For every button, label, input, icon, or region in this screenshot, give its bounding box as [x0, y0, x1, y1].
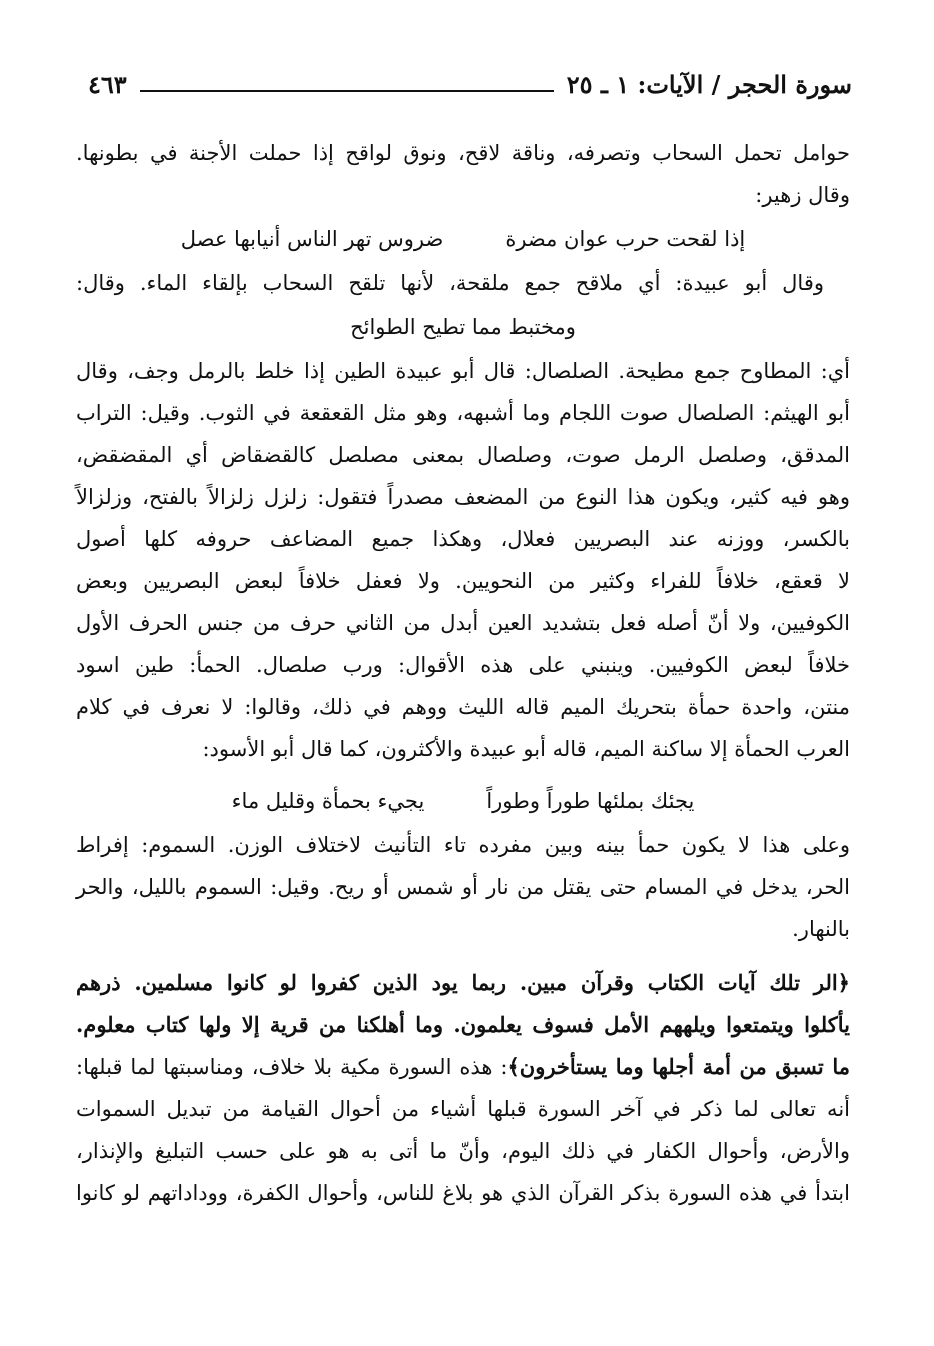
text-line: وقال زهير:	[755, 183, 850, 207]
text-line	[76, 1046, 850, 1088]
page-body	[76, 132, 850, 1214]
text-line: خلافاً لبعض الكوفيين. وينبني على هذه الأقوال: ورب صلصال. الحمأ: طين اسود	[76, 653, 850, 677]
text-line: والأرض، وأحوال الكفار في ذلك اليوم، وأنّ ما أتى به هو على حسب التبليغ والإنذار،	[76, 1139, 850, 1163]
text-line: أبو الهيثم: الصلصال صوت اللجام وما أشبهه، وهو مثل القعقعة في الثوب. وقيل: التراب	[76, 401, 850, 425]
quran-fragment: ما تسبق من أمة أجلها وما يستأخرون﴾	[507, 1054, 850, 1079]
text-line: العرب الحمأة إلا ساكنة الميم، قاله أبو عبيدة والأكثرون، كما قال أبو الأسود:	[202, 737, 850, 761]
verse-hemistich: إذا لقحت حرب عوان مضرة	[505, 227, 746, 251]
quran-line: يأكلوا ويتمتعوا ويلههم الأمل فسوف يعلمون. وما أهلكنا من قرية إلا ولها كتاب معلوم.	[76, 1012, 850, 1037]
poetry-verse	[76, 304, 850, 350]
text-line: ابتدأ في هذه السورة بذكر القرآن الذي هو بلاغ للناس، وأحوال الكفرة، ووداداتهم لو كانوا	[76, 1181, 850, 1205]
text-line: أي: المطاوح جمع مطيحة. الصلصال: قال أبو عبيدة الطين إذا خلط بالرمل وجف، وقال	[76, 359, 850, 383]
poetry-verse	[76, 778, 850, 824]
text-line: بالنهار.	[792, 917, 850, 941]
verse-hemistich: يجئك بملئها طوراً وطوراً	[486, 789, 695, 813]
text-line: لا قعقع، خلافاً للفراء وكثير من النحويين. ولا فعفل خلافاً لبعض البصريين وبعض	[76, 569, 850, 593]
page-header	[88, 66, 852, 106]
text-line: المدقق، وصلصل الرمل صوت، وصلصال بمعنى مصلصل كالقضقاض أي المقضقض،	[76, 443, 850, 467]
text-line: منتن، واحدة حمأة بتحريك الميم قاله الليث ووهم في ذلك، وقالوا: لا نعرف في كلام	[76, 695, 850, 719]
quran-line: ﴿الر تلك آيات الكتاب وقرآن مبين. ربما يود الذين كفروا لو كانوا مسلمين. ذرهم	[76, 970, 850, 995]
text-line: الحر، يدخل في المسام حتى يقتل من نار أو شمس أو ريح. وقيل: السموم بالليل، والحر	[76, 875, 850, 899]
text-line: وهو فيه كثير، ويكون هذا النوع من المضعف مصدراً فتقول: زلزل زلزالاً بالفتح، وزلزالاً	[76, 485, 850, 509]
running-title: سورة الحجر / الآيات: ١ ـ ٢٥	[566, 70, 852, 99]
commentary-fragment: : هذه السورة مكية بلا خلاف، ومناسبتها لما قبلها:	[76, 1055, 508, 1079]
poetry-verse	[76, 216, 850, 262]
verse-hemistich: ومختبط مما تطيح الطوائح	[350, 315, 576, 339]
text-line: وعلى هذا لا يكون حمأ بينه وبين مفرده تاء التأنيث لاختلاف الوزن. السموم: إفراط	[76, 833, 850, 857]
header-rule	[140, 90, 554, 92]
text-line: حوامل تحمل السحاب وتصرفه، وناقة لاقح، ونوق لواقح إذا حملت الأجنة في بطونها.	[76, 141, 850, 165]
text-line: أنه تعالى لما ذكر في آخر السورة قبلها أشياء من أحوال القيامة من تبديل السموات	[76, 1097, 850, 1121]
verse-hemistich: ضروس تهر الناس أنيابها عصل	[180, 227, 444, 251]
verse-hemistich: يجيء بحمأة وقليل ماء	[231, 789, 425, 813]
text-line: وقال أبو عبيدة: أي ملاقح جمع ملقحة، لأنها تلقح السحاب بإلقاء الماء. وقال:	[76, 271, 824, 295]
text-line: الكوفيين، ولا أنّ أصله فعل بتشديد العين أبدل من الثاني حرف من جنس الحرف الأول	[76, 611, 850, 635]
spacer	[76, 770, 850, 778]
page-number: ٤٦٣	[88, 70, 127, 99]
spacer	[76, 950, 850, 962]
text-line: بالكسر، ووزنه عند البصريين فعلال، وهكذا جميع المضاعف حروفه كلها أصول	[76, 527, 850, 551]
